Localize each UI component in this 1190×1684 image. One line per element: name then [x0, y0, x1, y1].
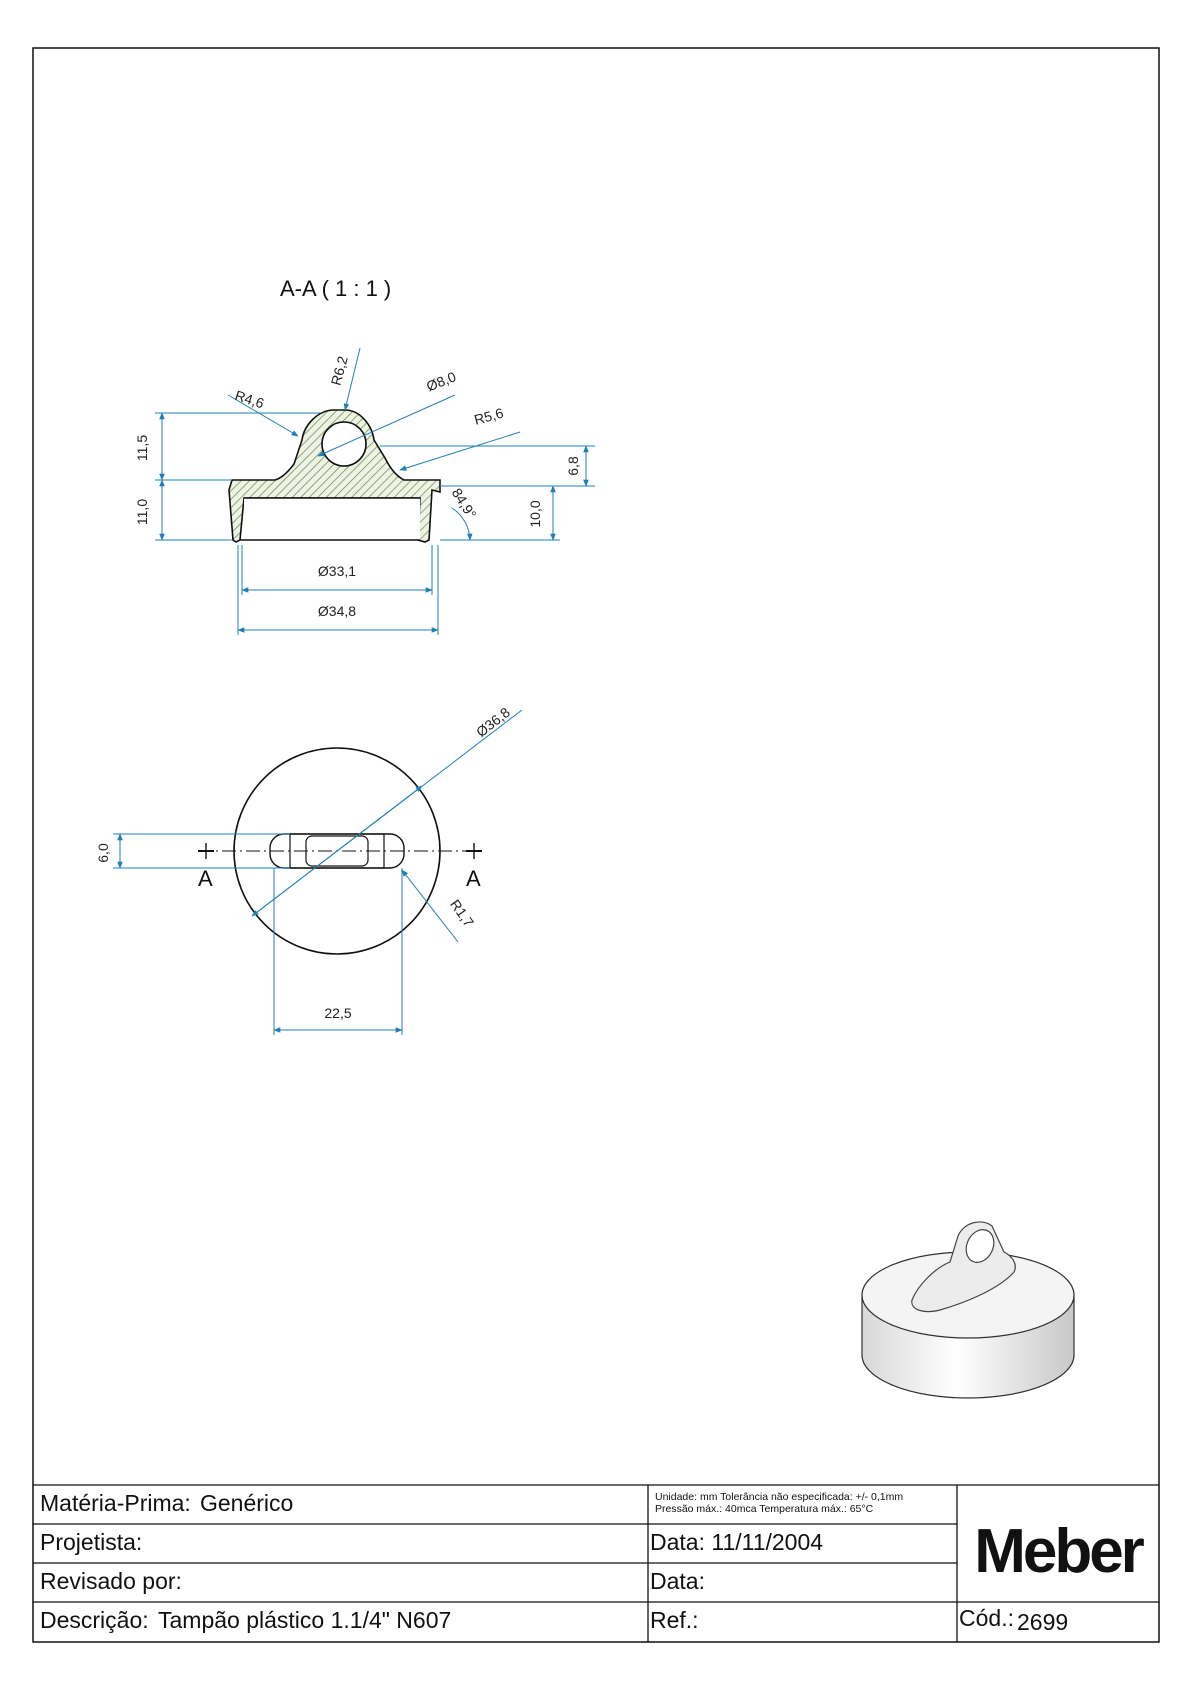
section-view-aa — [134, 276, 595, 635]
dim-w-tab: 6,0 — [95, 843, 111, 863]
dim-d-hole: Ø8,0 — [424, 368, 459, 395]
dim-h-skirt: 10,0 — [527, 500, 543, 528]
date2-label: Data: — [650, 1568, 705, 1594]
dim-len-tab: 22,5 — [324, 1005, 352, 1021]
dim-r-top: R6,2 — [327, 354, 351, 388]
sheet-frame — [33, 48, 1159, 1642]
dim-r-tab: R1,7 — [447, 896, 478, 930]
cut-label-left: A — [198, 866, 213, 891]
material-label: Matéria-Prima: — [40, 1490, 191, 1516]
reviewed-label: Revisado por: — [40, 1568, 182, 1594]
description-value: Tampão plástico 1.1/4" N607 — [158, 1607, 452, 1633]
ref-label: Ref.: — [650, 1607, 699, 1633]
dim-h-upper: 11,5 — [134, 434, 150, 462]
notes-line-1: Unidade: mm Tolerância não especificada: +/- 0,1mm — [655, 1491, 904, 1503]
notes-line-2: Pressão máx.: 40mca Temperatura máx.: 65°C — [655, 1503, 874, 1515]
code-label: Cód.: — [959, 1605, 1014, 1631]
description-label: Descrição: — [40, 1607, 149, 1633]
dim-angle: 84,9° — [448, 485, 480, 522]
cut-label-right: A — [466, 866, 481, 891]
code-value: 2699 — [1017, 1609, 1069, 1635]
date-label: Data: 11/11/2004 — [650, 1529, 824, 1555]
dim-d-outer: Ø34,8 — [317, 603, 357, 619]
material-value: Genérico — [200, 1490, 294, 1516]
section-title: A-A ( 1 : 1 ) — [280, 276, 392, 301]
dim-r-left: R4,6 — [233, 387, 267, 412]
dim-d-inner: Ø33,1 — [317, 563, 357, 579]
dim-r-right: R5,6 — [472, 404, 506, 428]
dim-h-lower: 11,0 — [134, 498, 150, 526]
dim-h-tab: 6,8 — [565, 456, 581, 476]
designer-label: Projetista: — [40, 1529, 143, 1555]
meber-logo: Meber — [974, 1517, 1142, 1586]
dim-d-top: Ø36,8 — [472, 704, 513, 741]
top-view — [95, 704, 522, 1035]
isometric-view — [862, 1222, 1074, 1398]
